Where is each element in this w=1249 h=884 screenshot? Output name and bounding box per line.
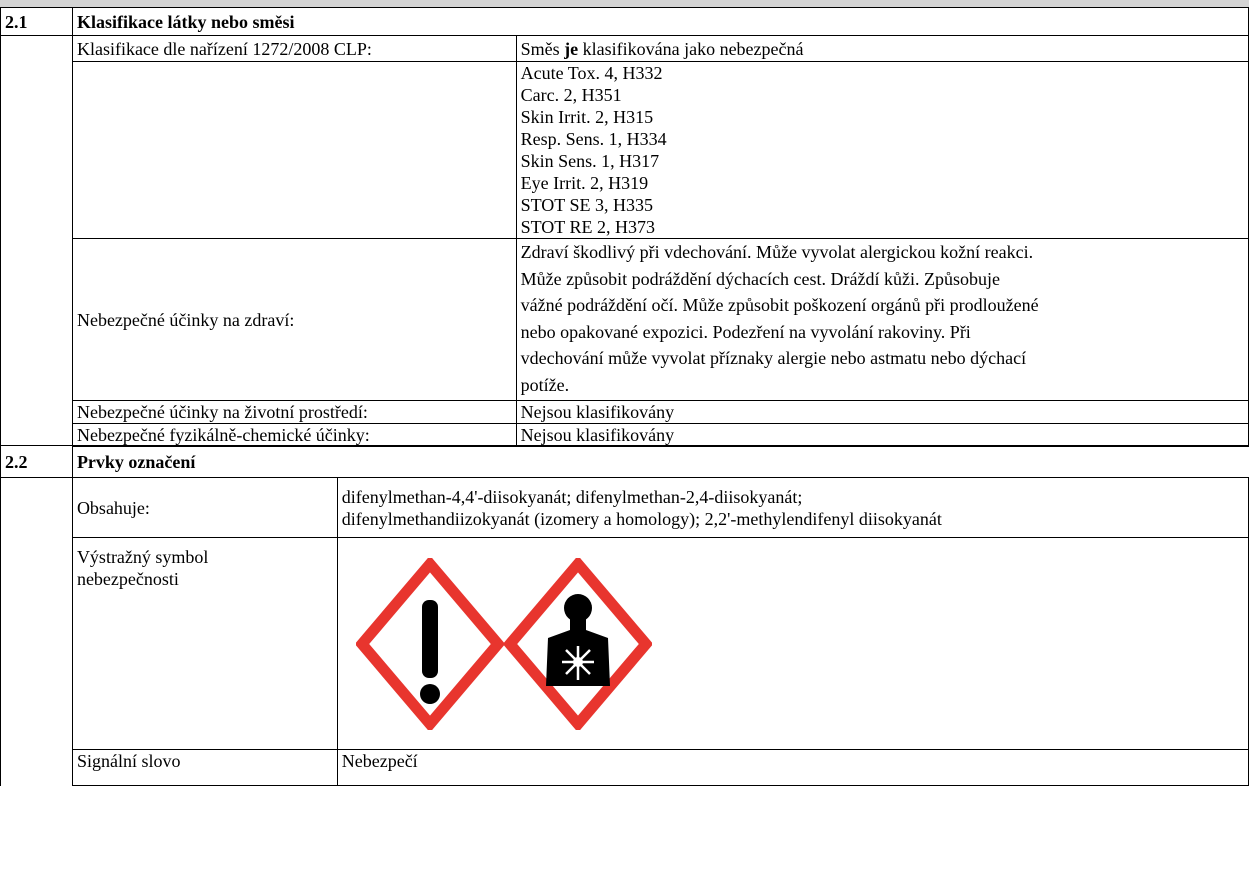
clp-value-pre: Směs <box>520 38 560 59</box>
exclamation-mark-icon <box>356 558 504 730</box>
health-effects-line: vážné podráždění očí. Může způsobit poškození orgánů při prodloužené <box>520 295 1039 315</box>
section-2-2-table <box>0 445 1249 786</box>
clp-value <box>516 36 1248 62</box>
hazard-class-item: Eye Irrit. 2, H319 <box>520 173 649 193</box>
health-effects-text <box>516 239 1248 401</box>
health-effects-line: nebo opakované expozici. Podezření na vyvolání rakoviny. Při <box>520 321 971 342</box>
env-effects-label: Nebezpečné účinky na životní prostředí: <box>72 401 516 424</box>
contains-value <box>337 478 1248 538</box>
hazard-classes-label-cell <box>72 62 516 239</box>
clp-label: Klasifikace dle nařízení 1272/2008 CLP: <box>72 36 516 62</box>
health-effects-line: vdechování může vyvolat příznaky alergie nebo astmatu nebo dýchací <box>520 348 1027 368</box>
section-2-1-number: 2.1 <box>1 8 73 36</box>
symbol-label-line: nebezpečnosti <box>76 569 179 589</box>
contains-line: difenylmethan-4,4'-diisokyanát; difenylmethan-2,4-diisokyanát; <box>341 487 803 507</box>
hazard-class-item: Acute Tox. 4, H332 <box>520 63 663 83</box>
clp-value-post: klasifikována jako nebezpečná <box>582 38 804 59</box>
section-2-2-title: Prvky označení <box>72 446 1248 478</box>
phys-effects-label: Nebezpečné fyzikálně-chemické účinky: <box>72 424 516 447</box>
phys-effects-value: Nejsou klasifikovány <box>516 424 1248 447</box>
hazard-class-item: Skin Irrit. 2, H315 <box>520 107 654 127</box>
hazard-classes-list <box>516 62 1248 239</box>
section-2-2-number: 2.2 <box>1 446 73 478</box>
clp-value-bold: je <box>564 38 579 59</box>
section-2-1-title: Klasifikace látky nebo směsi <box>72 8 1248 36</box>
section-2-1-table <box>0 7 1249 447</box>
env-effects-value: Nejsou klasifikovány <box>516 401 1248 424</box>
hazard-class-item: STOT RE 2, H373 <box>520 217 655 237</box>
hazard-class-item: STOT SE 3, H335 <box>520 195 653 215</box>
health-effects-line: Zdraví škodlivý při vdechování. Může vyvolat alergickou kožní reakci. <box>520 242 1034 262</box>
symbol-label-line: Výstražný symbol <box>76 547 209 567</box>
health-effects-label: Nebezpečné účinky na zdraví: <box>72 239 516 401</box>
section-2-1-indent <box>1 36 73 447</box>
signal-word-value: Nebezpečí <box>337 750 1248 786</box>
health-effects-line: potíže. <box>520 374 570 395</box>
hazard-class-item: Carc. 2, H351 <box>520 85 622 105</box>
hazard-class-item: Resp. Sens. 1, H334 <box>520 129 667 149</box>
section-2-2-indent <box>1 478 73 786</box>
pictograms-cell <box>337 538 1248 750</box>
pictograms-row <box>338 538 1248 749</box>
health-effects-line: Může způsobit podráždění dýchacích cest. Dráždí kůži. Způsobuje <box>520 268 1000 289</box>
contains-line: difenylmethandiizokyanát (izomery a homology); 2,2'-methylendifenyl diisokyanát <box>341 509 942 529</box>
contains-label: Obsahuje: <box>72 478 337 538</box>
symbol-label <box>72 538 337 750</box>
signal-word-label: Signální slovo <box>72 750 337 786</box>
hazard-class-item: Skin Sens. 1, H317 <box>520 151 660 171</box>
health-hazard-icon <box>504 558 652 730</box>
